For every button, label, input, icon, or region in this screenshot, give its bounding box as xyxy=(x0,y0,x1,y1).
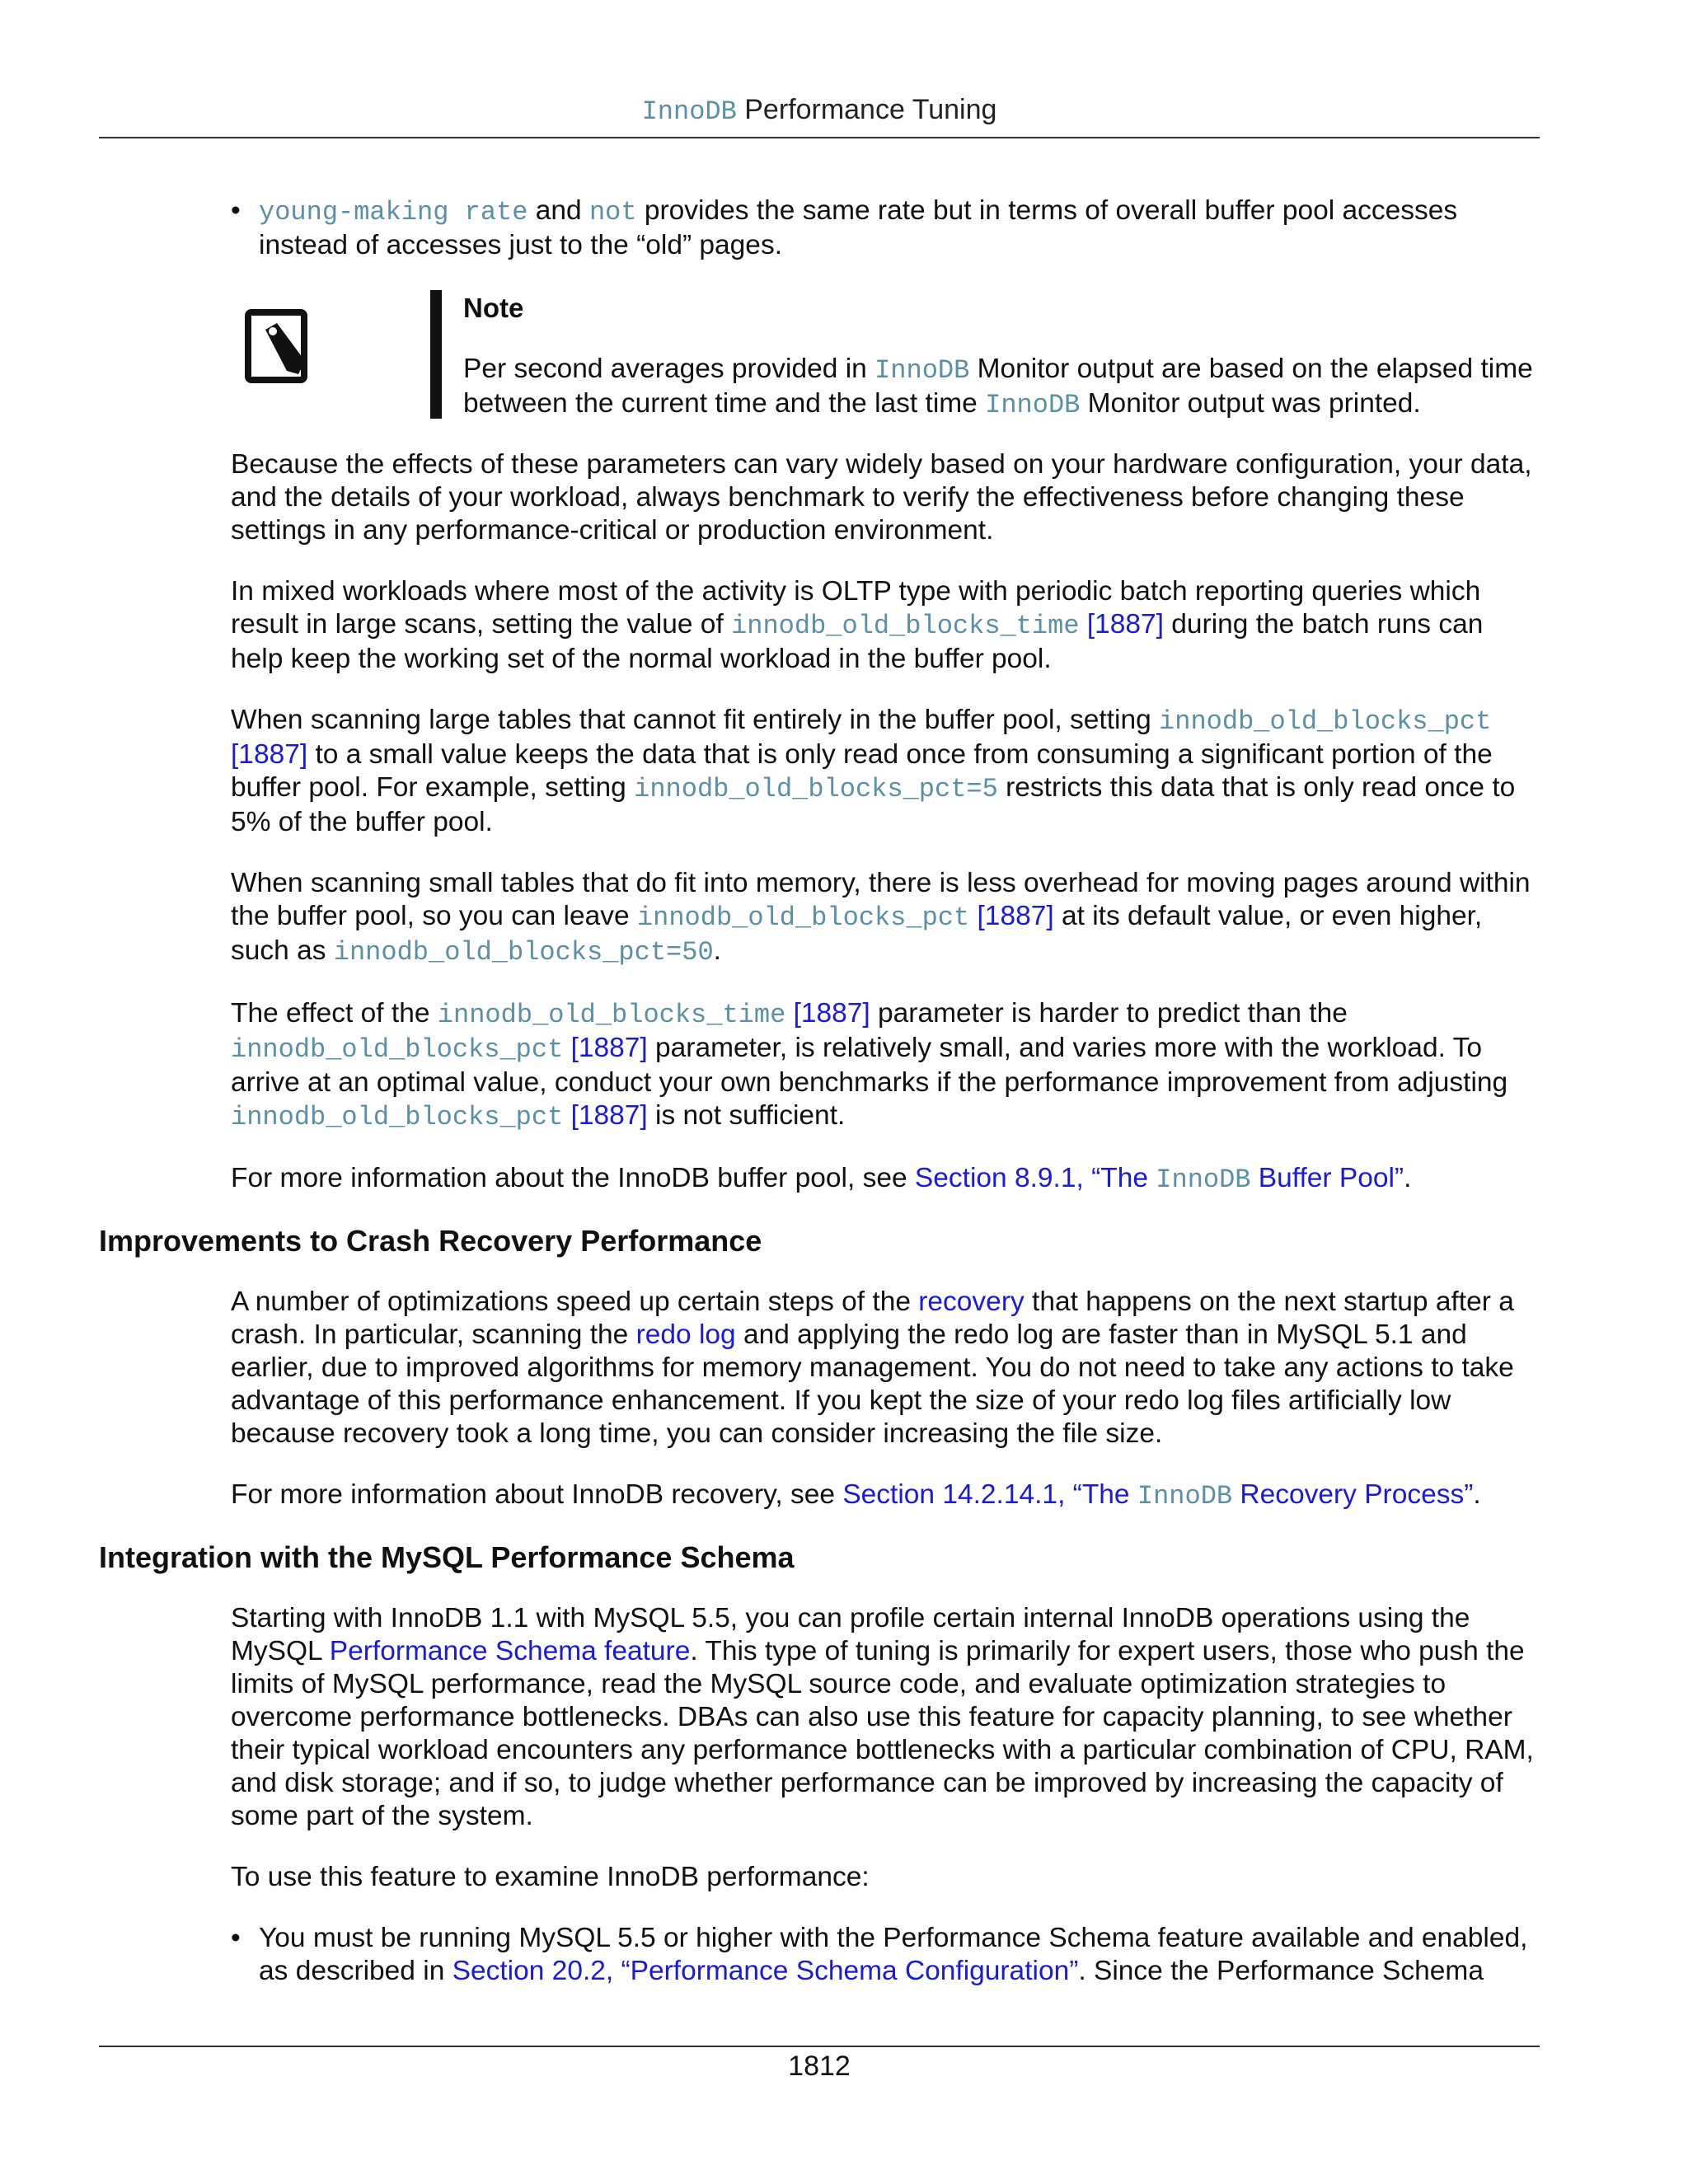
glossary-link-redo-log[interactable]: redo log xyxy=(635,1319,736,1350)
glossary-link-recovery[interactable]: recovery xyxy=(918,1286,1025,1317)
text-run: A number of optimizations speed up certain steps of the xyxy=(231,1286,919,1317)
page-ref-link[interactable]: [1887] xyxy=(1086,609,1164,640)
link-text: Buffer Pool” xyxy=(1250,1163,1404,1193)
text-run: Monitor output are based on the elapsed time between the current time and the last time xyxy=(463,354,1533,419)
option-link[interactable]: innodb_old_blocks_pct xyxy=(231,1102,564,1132)
text-run: Per second averages provided in xyxy=(463,354,875,384)
text-run: during the batch runs can help keep the working set of the normal workload in the buffer pool. xyxy=(231,609,1484,674)
footer-rule xyxy=(99,2046,1540,2047)
option-link[interactable]: innodb_old_blocks_time xyxy=(437,1000,786,1030)
code-term: InnoDB xyxy=(1156,1165,1251,1195)
text-run: at its default value, or even higher, such as xyxy=(231,901,1483,966)
text-run: You must be running MySQL 5.5 or higher with the Performance Schema feature available and enabled, as described in xyxy=(259,1923,1528,1986)
code-term: InnoDB xyxy=(1137,1481,1233,1511)
page-ref-link[interactable]: [1887] xyxy=(231,739,308,770)
option-link[interactable]: innodb_old_blocks_pct xyxy=(231,1034,564,1065)
text-run: and xyxy=(528,195,589,226)
text-run: The effect of the xyxy=(231,998,438,1029)
section-heading: Integration with the MySQL Performance Schema xyxy=(99,1540,795,1574)
text-run: . xyxy=(1473,1479,1481,1510)
text-run: Starting with InnoDB 1.1 with MySQL 5.5, you can profile certain internal InnoDB operations using the MySQL xyxy=(231,1603,1470,1666)
text-run: In mixed workloads where most of the activity is OLTP type with periodic batch reporting queries which result in large scans, setting the value of xyxy=(231,576,1481,640)
text-run: restricts this data that is only read once to 5% of the buffer pool. xyxy=(231,772,1516,837)
text-run: When scanning large tables that cannot fit entirely in the buffer pool, setting xyxy=(231,705,1160,735)
paragraph xyxy=(231,1162,1541,1197)
note-bar xyxy=(430,290,442,419)
text-run: . This type of tuning is primarily for expert users, those who push the limits of MySQL performance, read the MySQL source code, and evaluate optimization strategies to overcome performance bottlenecks. DBAs can also use this feature for capacity planning, to see whether their typical workload encounters any performance bottlenecks with a particular combination of CPU, RAM, and disk storage; and if so, to judge whether performance can be improved by increasing the capacity of some part of the system. xyxy=(231,1636,1534,1831)
link-text: Recovery Process” xyxy=(1232,1479,1474,1510)
paragraph: To use this feature to examine InnoDB performance: xyxy=(231,1862,870,1892)
section-heading: Improvements to Crash Recovery Performance xyxy=(99,1224,762,1258)
paragraph xyxy=(231,867,1541,969)
paragraph xyxy=(231,575,1541,676)
code-term: innodb_old_blocks_pct=50 xyxy=(333,937,714,968)
section-link-buffer-pool[interactable] xyxy=(915,1163,1404,1193)
header-title: Performance Tuning xyxy=(736,94,997,125)
page-ref-link[interactable]: [1887] xyxy=(793,998,870,1029)
link-text: Section 8.9.1, “The xyxy=(914,1163,1156,1193)
paragraph xyxy=(231,1479,1541,1513)
glossary-link-performance-schema[interactable]: Performance Schema feature xyxy=(329,1636,691,1666)
note-icon xyxy=(244,308,312,384)
text-run: . xyxy=(713,935,721,966)
paragraph xyxy=(231,704,1541,839)
page-content xyxy=(99,194,1541,2016)
link-text: Section 14.2.14.1, “The xyxy=(842,1479,1137,1510)
text-run: . Since the Performance Schema xyxy=(1078,1956,1484,1986)
option-link[interactable]: innodb_old_blocks_time xyxy=(731,611,1080,641)
paragraph xyxy=(231,997,1541,1134)
paragraph xyxy=(231,1602,1541,1833)
code-term: young-making rate xyxy=(259,197,528,227)
code-term: not xyxy=(588,197,637,227)
page-ref-link[interactable]: [1887] xyxy=(570,1033,648,1063)
text-run: provides the same rate but in terms of overall buffer pool accesses instead of accesses just to the “old” pages. xyxy=(259,195,1458,260)
text-run: parameter is harder to predict than the xyxy=(870,998,1348,1029)
header-rule xyxy=(99,137,1540,138)
code-term: InnoDB xyxy=(874,355,970,386)
text-run: is not sufficient. xyxy=(647,1100,846,1131)
text-run: When scanning small tables that do fit into memory, there is less overhead for moving pages around within the buffer pool, so you can leave xyxy=(231,868,1531,931)
option-link[interactable]: innodb_old_blocks_pct xyxy=(636,902,970,933)
code-term: innodb_old_blocks_pct=5 xyxy=(634,774,998,804)
text-run: and applying the redo log are faster than in MySQL 5.1 and earlier, due to improved algorithms for memory management. You do not need to take any actions to take advantage of this performance enhancement. If you kept the size of your redo log files artificially low because recovery took a long time, you can consider increasing the file size. xyxy=(231,1319,1514,1449)
page-ref-link[interactable]: [1887] xyxy=(570,1100,648,1131)
code-term: InnoDB xyxy=(985,390,1081,420)
paragraph xyxy=(231,1286,1541,1451)
text-run: Monitor output was printed. xyxy=(1080,388,1421,419)
section-link-ps-config[interactable]: Section 20.2, “Performance Schema Configuration” xyxy=(452,1956,1079,1986)
text-run: parameter, is relatively small, and varies more with the workload. To arrive at an optimal value, conduct your own benchmarks if the performance improvement from adjusting xyxy=(231,1033,1508,1098)
list-item xyxy=(231,194,1541,262)
list-item xyxy=(231,1922,1541,1988)
section-link-recovery-process[interactable] xyxy=(842,1479,1473,1510)
option-link[interactable]: innodb_old_blocks_pct xyxy=(1159,706,1492,737)
text-run: For more information about InnoDB recovery, see xyxy=(231,1479,843,1510)
note-text xyxy=(463,353,1535,422)
page-ref-link[interactable]: [1887] xyxy=(977,901,1054,931)
note-box xyxy=(231,290,1541,420)
running-header xyxy=(99,94,1540,127)
text-run: to a small value keeps the data that is only read once from consuming a significant portion of the buffer pool. For example, setting xyxy=(231,739,1493,803)
note-title: Note xyxy=(463,293,524,323)
paragraph: Because the effects of these parameters can vary widely based on your hardware configuration, your data, and the details of your workload, always benchmark to verify the effectiveness before changing these settings in any performance-critical or production environment. xyxy=(231,449,1532,546)
text-run: that happens on the next startup after a crash. In particular, scanning the xyxy=(231,1286,1514,1350)
page-number: 1812 xyxy=(788,2050,851,2082)
text-run: For more information about the InnoDB buffer pool, see xyxy=(231,1163,915,1193)
header-code-term: InnoDB xyxy=(641,96,737,127)
text-run: . xyxy=(1404,1163,1412,1193)
